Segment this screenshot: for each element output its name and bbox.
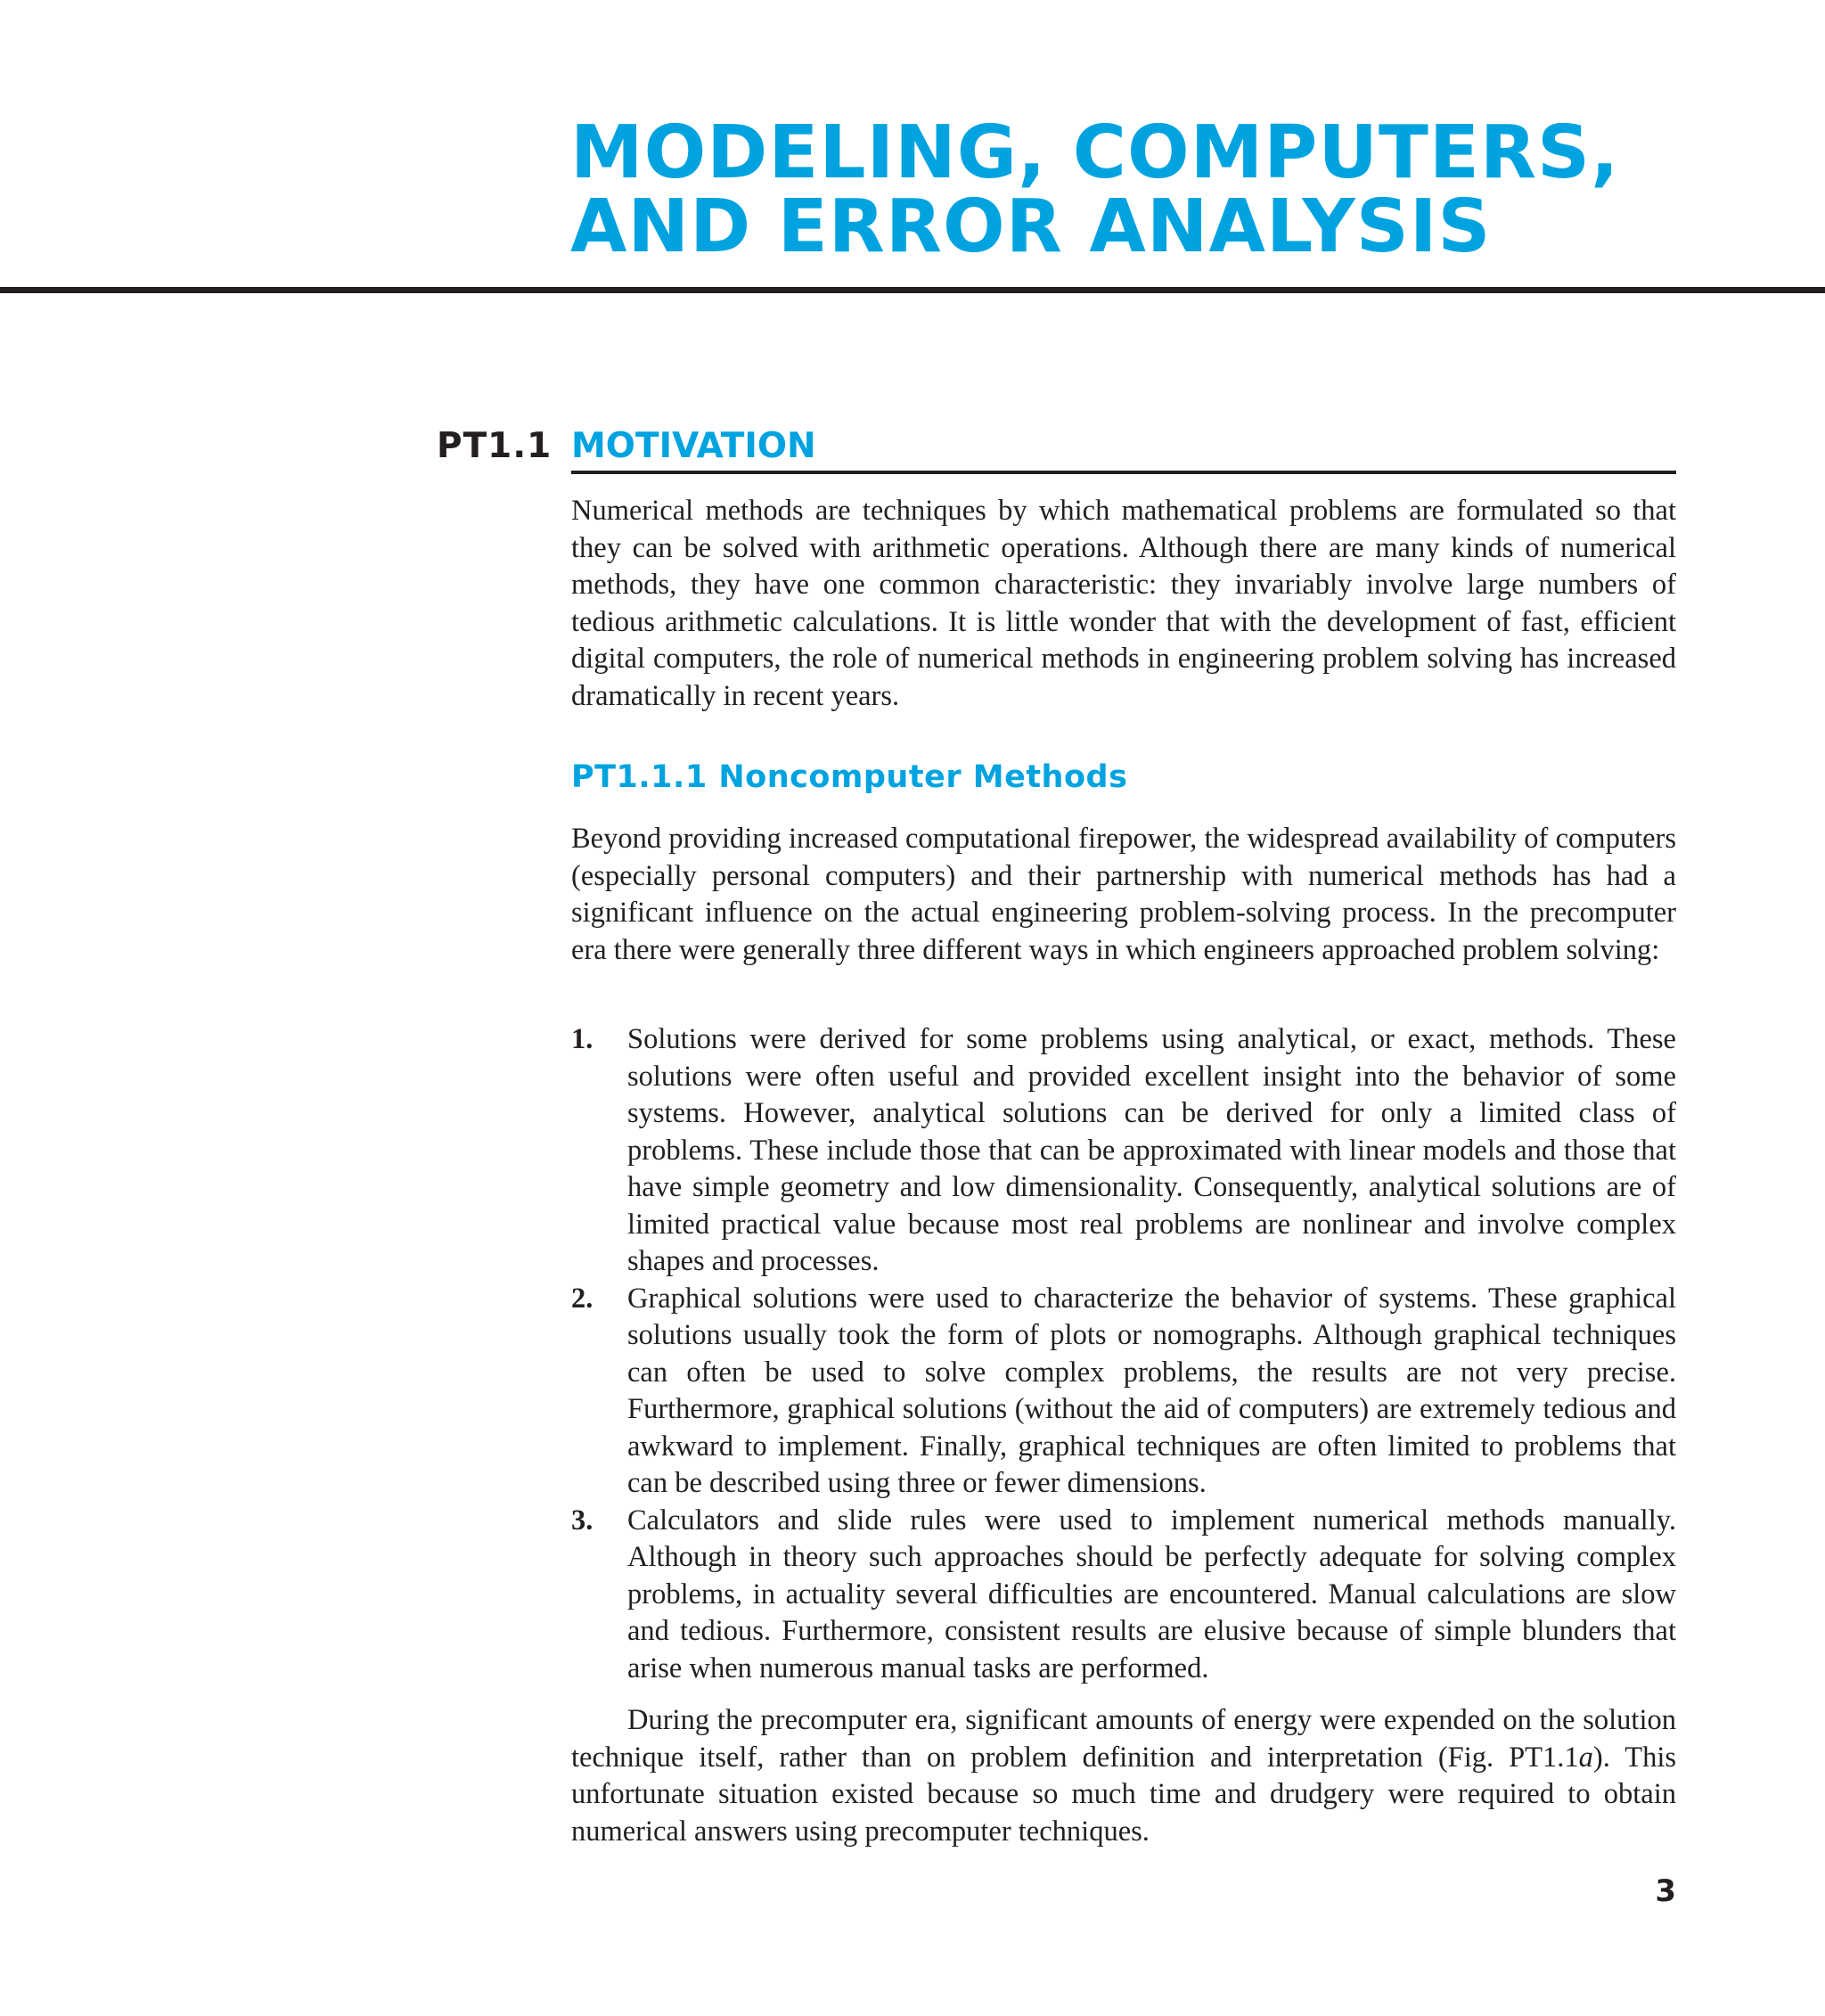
subsection-heading: PT1.1.1 Noncomputer Methods (571, 759, 1128, 795)
section-number: PT1.1 (437, 426, 552, 466)
list-item-number: 2. (571, 1282, 593, 1315)
intro-paragraph: Numerical methods are techniques by which mathematical problems are formulated so that they can be solved with arithmetic operations. Although there are many kinds of numerical methods, they have one common characteristic: they invariably involve large numbers of tedious arithmetic calculations. It is little wonder that with the development of fast, efficient digital computers, the role of numerical methods in engineering problem solving has increased dramatically in recent years. (571, 495, 1676, 712)
list-item-number: 3. (571, 1504, 593, 1537)
list-item-text: Graphical solutions were used to characterize the behavior of systems. These graphical solutions usually took the form of plots or nomographs. Although graphical techniques can often be used to solve complex problems, the results are not very precise. Furthermore, graphical solutions (without the aid of computers) are extremely tedious and awkward to implement. Finally, graphical techniques are often limited to problems that can be described using three or fewer dimensions. (627, 1282, 1676, 1499)
figure-part-letter: a (1578, 1741, 1593, 1774)
closing-text-start: During the precomputer era, significant amounts of energy were expended on the solution technique itself, rather than on problem definition and interpretation (Fig. PT1.1 (571, 1704, 1676, 1774)
closing-text-end: ). This unfortunate situation existed because so much time and drudgery were required to obtain numerical answers using precomputer techniques. (571, 1741, 1676, 1848)
chapter-title-line-2: AND ERROR ANALYSIS (570, 184, 1492, 269)
list-item (571, 1281, 1676, 1503)
closing-paragraph (571, 1702, 1676, 1850)
list-item (571, 1021, 1676, 1281)
chapter-title-line-1: MODELING, COMPUTERS, (570, 111, 1620, 195)
section-title: MOTIVATION (571, 426, 816, 466)
page-number: 3 (1655, 1873, 1676, 1909)
list-item-text: Calculators and slide rules were used to implement numerical methods manually. Although in theory such approaches should be perfectly adequate for solving complex problems, in actuality several difficulties are encountered. Manual calculations are slow and tedious. Furthermore, consistent results are elusive because of simple blunders that arise when numerous manual tasks are performed. (627, 1504, 1676, 1684)
subsection-paragraph: Beyond providing increased computational firepower, the widespread availability of computers (especially personal computers) and their partnership with numerical methods has had a significant influence on the actual engineering problem-solving process. In the precomputer era there were generally three different ways in which engineers approached problem solving: (571, 823, 1676, 966)
title-divider (0, 287, 1825, 293)
list-item-text: Solutions were derived for some problems using analytical, or exact, methods. These solutions were often useful and provided excellent insight into the behavior of some systems. However, analytical solutions can be derived for only a limited class of problems. These include those that can be approximated with linear models and those that have simple geometry and low dimensionality. Consequently, analytical solutions are of limited practical value because most real problems are nonlinear and involve complex shapes and processes. (627, 1023, 1676, 1277)
numbered-list (571, 1021, 1676, 1687)
list-item (571, 1503, 1676, 1688)
chapter-title (570, 111, 1729, 269)
list-item-number: 1. (571, 1023, 593, 1055)
section-divider (571, 471, 1676, 474)
